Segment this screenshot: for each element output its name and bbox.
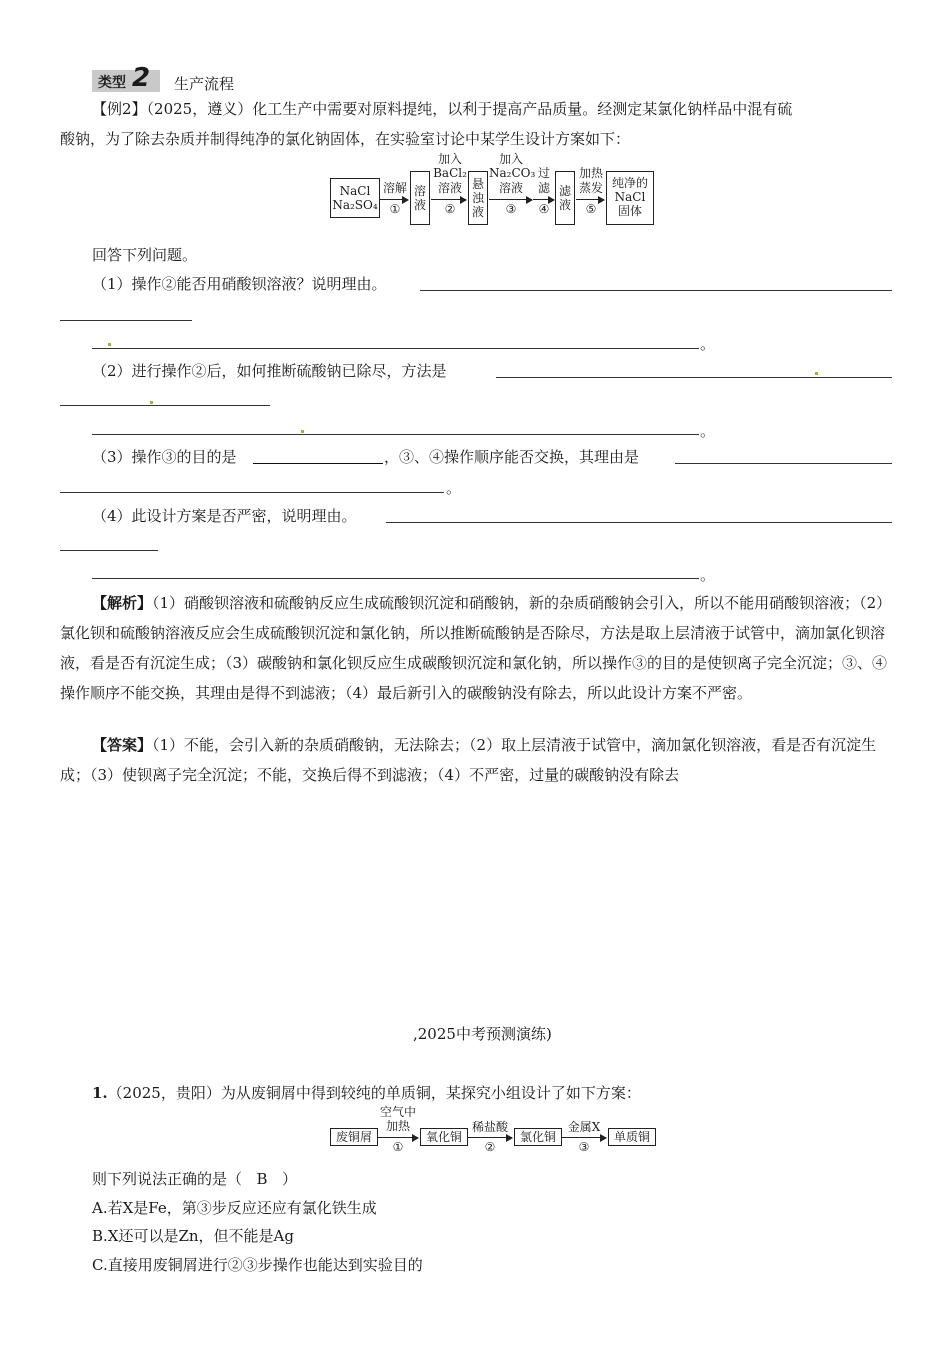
flow1-start-box bbox=[330, 178, 380, 218]
practice-q1 bbox=[92, 1083, 641, 1103]
question-3-part2: ，③、④操作顺序能否交换，其理由是 bbox=[384, 448, 640, 466]
question-2: （2）进行操作②后，如何推断硫酸钠已除尽，方法是 bbox=[92, 362, 447, 380]
question-4: （4）此设计方案是否严密，说明理由。 bbox=[92, 507, 357, 525]
flow1-step1-bottom: ① bbox=[389, 202, 401, 216]
scan-speck bbox=[301, 430, 304, 433]
flow1-step1-top: 溶解 bbox=[382, 181, 407, 195]
flow2-scrap-copper-box: 废铜屑 bbox=[330, 1128, 378, 1146]
q4-blank-3 bbox=[92, 578, 699, 579]
badge-number: 2 bbox=[132, 63, 151, 93]
example-intro-line1: 【例2】（2025，遵义）化工生产中需要对原料提纯，以利于提高产品质量。经测定某氯化钠样品中混有硫 bbox=[92, 100, 793, 118]
q1-blank-3 bbox=[92, 348, 699, 349]
example-intro-line2: 酸钠，为了除去杂质并制得纯净的氯化钠固体，在实验室讨论中某学生设计方案如下： bbox=[60, 130, 631, 148]
flow1-step3-top1: 加入 bbox=[498, 152, 523, 166]
q3-blank-1 bbox=[253, 463, 383, 464]
scan-speck bbox=[150, 401, 153, 404]
flow1-arrow3 bbox=[489, 199, 532, 200]
section-title: 生产流程 bbox=[174, 75, 235, 93]
flow1-step3-top3: 溶液 bbox=[498, 181, 523, 195]
answer-label: 【答案】 bbox=[92, 736, 153, 754]
flow2-arrow1-top1: 空气中 bbox=[379, 1105, 416, 1119]
flow1-step4-top1: 过 bbox=[537, 166, 550, 180]
flow2-arrow2-top: 稀盐酸 bbox=[471, 1120, 508, 1134]
flow1-start-line2: Na₂SO₄ bbox=[332, 198, 378, 212]
flow2-arrow3-bottom: ③ bbox=[578, 1140, 590, 1154]
question-3-part1: （3）操作③的目的是 bbox=[92, 448, 237, 466]
practice-q1-close: ） bbox=[282, 1170, 298, 1188]
flow1-step2-top2: BaCl₂ bbox=[433, 166, 467, 180]
q1-period: 。 bbox=[700, 335, 716, 353]
q1-blank-2 bbox=[60, 320, 192, 321]
flow1-box3-char1: 悬 bbox=[471, 177, 484, 191]
flow1-suspension-box bbox=[468, 171, 488, 225]
flow1-step3-top2: Na₂CO₃ bbox=[489, 166, 536, 180]
flow1-start-line1: NaCl bbox=[339, 184, 371, 198]
flow2-arrow2-bottom: ② bbox=[484, 1140, 496, 1154]
answer-paragraph bbox=[60, 730, 892, 790]
section-type-badge bbox=[92, 63, 160, 93]
option-b: B.X还可以是Zn，但不能是Ag bbox=[92, 1227, 294, 1245]
flow2-arrow2 bbox=[468, 1137, 512, 1138]
answer-body: （1）不能，会引入新的杂质硝酸钠，无法除去；（2）取上层清液于试管中，滴加氯化钡溶液，看是否有沉淀生成；（3）使钡离子完全沉淀；不能，交换后得不到滤液；（4）不严密，过量的碳酸钠没有除去 bbox=[60, 736, 877, 784]
flow1-box3-char2: 浊 bbox=[471, 191, 484, 205]
practice-heading: ,2025中考预测演练) bbox=[413, 1025, 552, 1043]
flow1-arrow5 bbox=[576, 199, 604, 200]
flow2-copper-box: 单质铜 bbox=[608, 1128, 656, 1146]
q1-blank-1 bbox=[420, 290, 892, 291]
question-1: （1）操作②能否用硝酸钡溶液？说明理由。 bbox=[92, 275, 387, 293]
flow1-step4-top2: 滤 bbox=[537, 181, 550, 195]
option-a: A.若X是Fe，第③步反应还应有氯化铁生成 bbox=[92, 1199, 377, 1217]
flow1-step2-bottom: ② bbox=[444, 202, 456, 216]
q2-blank-2 bbox=[60, 405, 270, 406]
flow2-copper-oxide-box: 氧化铜 bbox=[420, 1128, 468, 1146]
flow2-arrow3-top: 金属X bbox=[567, 1120, 601, 1134]
analysis-body: （1）硝酸钡溶液和硫酸钠反应生成硫酸钡沉淀和硝酸钠，新的杂质硝酸钠会引入，所以不能用硝酸钡溶液；（2）氯化钡和硫酸钠溶液反应会生成硫酸钡沉淀和氯化钠，所以推断硫酸钠是否除尽，方法是取上层清液于试管中，滴加氯化钡溶液，看是否有沉淀生成；（3）碳酸钠和氯化钡反应生成碳酸钡沉淀和氯化钠，所以操作③的目的是使钡离子完全沉淀；③、④操作顺序不能交换，其理由是得不到滤液；（4）最后新引入的碳酸钠没有除去，所以此设计方案不严密。 bbox=[60, 594, 892, 702]
q4-blank-1 bbox=[386, 522, 892, 523]
practice-q1-text: （2025，贵阳）为从废铜屑中得到较纯的单质铜，某探究小组设计了如下方案： bbox=[107, 1084, 641, 1102]
flow1-arrow2 bbox=[431, 199, 466, 200]
flow1-box4-char1: 滤 bbox=[558, 184, 571, 198]
flow1-box2-char1: 溶 bbox=[413, 184, 426, 198]
flow2-arrow3 bbox=[562, 1137, 606, 1138]
flow1-step4-bottom: ④ bbox=[538, 202, 550, 216]
flow1-solution-box bbox=[410, 171, 430, 225]
scan-speck bbox=[108, 343, 111, 346]
flow1-step2-top1: 加入 bbox=[437, 152, 462, 166]
flow1-step5-top1: 加热 bbox=[578, 166, 603, 180]
q3-blank-2 bbox=[675, 463, 892, 464]
q3-period: 。 bbox=[446, 479, 462, 497]
flow1-arrow4 bbox=[533, 199, 554, 200]
q4-period: 。 bbox=[700, 566, 716, 584]
flow2-arrow1-bottom: ① bbox=[392, 1140, 404, 1154]
flow2-arrow1-top2: 加热 bbox=[385, 1119, 410, 1133]
flow1-step3-bottom: ③ bbox=[505, 202, 517, 216]
flow1-end-line1: 纯净的 bbox=[611, 176, 648, 190]
flow2-copper-chloride-box: 氯化铜 bbox=[514, 1128, 562, 1146]
q3-blank-3 bbox=[60, 492, 444, 493]
flow1-box2-char2: 液 bbox=[413, 198, 426, 212]
q2-blank-3 bbox=[92, 434, 699, 435]
practice-q1-number: 1. bbox=[92, 1084, 108, 1102]
flow1-box3-char3: 液 bbox=[471, 205, 484, 219]
q2-period: 。 bbox=[700, 422, 716, 440]
practice-q1-answer: B bbox=[256, 1170, 268, 1188]
flow1-end-line2: NaCl bbox=[614, 190, 646, 204]
practice-q1-prompt-line bbox=[92, 1169, 297, 1189]
option-c: C.直接用废铜屑进行②③步操作也能达到实验目的 bbox=[92, 1256, 423, 1274]
analysis-paragraph bbox=[60, 588, 892, 708]
q4-blank-2 bbox=[60, 550, 158, 551]
flow1-step2-top3: 溶液 bbox=[437, 181, 462, 195]
q2-blank-1 bbox=[496, 377, 892, 378]
flow1-box4-char2: 液 bbox=[558, 198, 571, 212]
practice-q1-prompt: 则下列说法正确的是（ bbox=[92, 1170, 243, 1188]
flow1-arrow1 bbox=[380, 199, 408, 200]
flow1-end-box bbox=[606, 171, 654, 225]
badge-text: 类型 bbox=[98, 75, 126, 91]
flow1-end-line3: 固体 bbox=[617, 204, 642, 218]
questions-prompt: 回答下列问题。 bbox=[92, 246, 198, 264]
scan-speck bbox=[815, 372, 818, 375]
flow2-arrow1 bbox=[378, 1137, 418, 1138]
flow1-filtrate-box bbox=[555, 171, 575, 225]
flow1-step5-bottom: ⑤ bbox=[585, 202, 597, 216]
flow1-step5-top2: 蒸发 bbox=[578, 181, 603, 195]
analysis-label: 【解析】 bbox=[92, 594, 153, 612]
